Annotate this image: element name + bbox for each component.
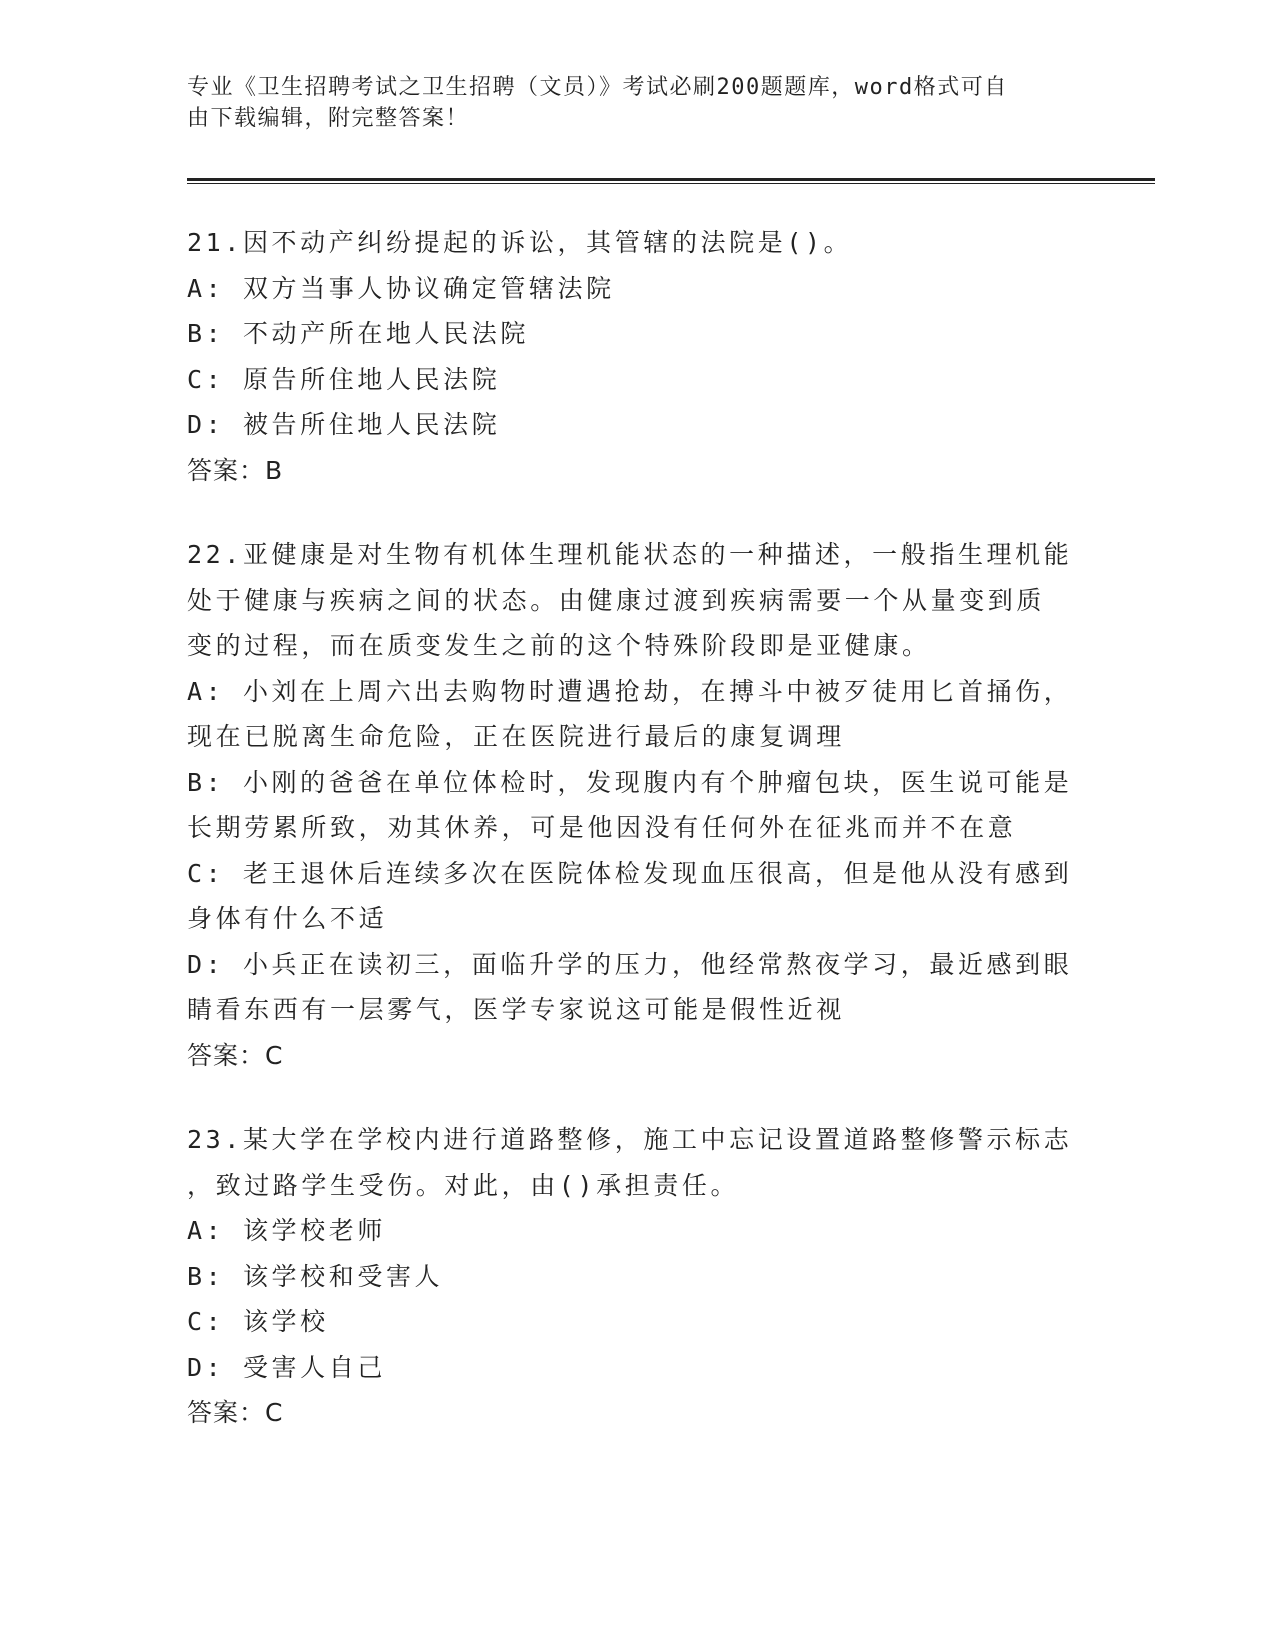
option-a: A: 双方当事人协议确定管辖法院	[187, 273, 615, 303]
answer-label: 答案：C	[187, 1398, 284, 1427]
option-d-line-1: D: 小兵正在读初三，面临升学的压力，他经常熬夜学习，最近感到眼	[187, 949, 1073, 979]
header-rule-thin	[187, 183, 1155, 184]
question-23	[187, 1117, 1073, 1436]
option-c: C: 原告所住地人民法院	[187, 364, 501, 394]
header-rule-thick	[187, 178, 1155, 181]
option-b: B: 该学校和受害人	[187, 1261, 444, 1291]
option-a-line-1: A: 小刘在上周六出去购物时遭遇抢劫，在搏斗中被歹徒用匕首捅伤，	[187, 676, 1073, 706]
question-text-line-2: ，致过路学生受伤。对此，由()承担责任。	[187, 1170, 740, 1200]
option-b: B: 不动产所在地人民法院	[187, 319, 529, 348]
option-b-line-1: B: 小刚的爸爸在单位体检时，发现腹内有个肿瘤包块，医生说可能是	[187, 767, 1073, 797]
answer-label: 答案：B	[187, 455, 284, 485]
option-a-line-2: 现在已脱离生命危险，正在医院进行最后的康复调理	[187, 722, 845, 751]
question-text: 21.因不动产纠纷提起的诉讼，其管辖的法院是()。	[187, 228, 853, 257]
question-22	[187, 532, 1073, 1078]
question-text-line-1: 23.某大学在学校内进行道路整修，施工中忘记设置道路整修警示标志	[187, 1125, 1073, 1154]
option-d: D: 被告所住地人民法院	[187, 410, 501, 439]
option-c: C: 该学校	[187, 1307, 329, 1336]
option-b-line-2: 长期劳累所致，劝其休养，可是他因没有任何外在征兆而并不在意	[187, 813, 1017, 842]
document-header	[187, 72, 1067, 134]
question-21	[187, 220, 1067, 493]
question-text-line-2: 处于健康与疾病之间的状态。由健康过渡到疾病需要一个从量变到质	[187, 585, 1046, 615]
option-a: A: 该学校老师	[187, 1216, 386, 1245]
question-text-line-1: 22.亚健康是对生物有机体生理机能状态的一种描述，一般指生理机能	[187, 540, 1073, 569]
option-c-line-2: 身体有什么不适	[187, 904, 388, 933]
header-line-2: 由下载编辑，附完整答案！	[187, 106, 470, 131]
option-d: D: 受害人自己	[187, 1352, 386, 1382]
option-c-line-1: C: 老王退休后连续多次在医院体检发现血压很高，但是他从没有感到	[187, 858, 1073, 888]
option-d-line-2: 睛看东西有一层雾气，医学专家说这可能是假性近视	[187, 995, 845, 1024]
question-text-line-3: 变的过程，而在质变发生之前的这个特殊阶段即是亚健康。	[187, 631, 931, 660]
header-line-1: 专业《卫生招聘考试之卫生招聘（文员）》考试必刷200题题库，word格式可自	[187, 75, 1008, 100]
answer-label: 答案：C	[187, 1040, 284, 1070]
